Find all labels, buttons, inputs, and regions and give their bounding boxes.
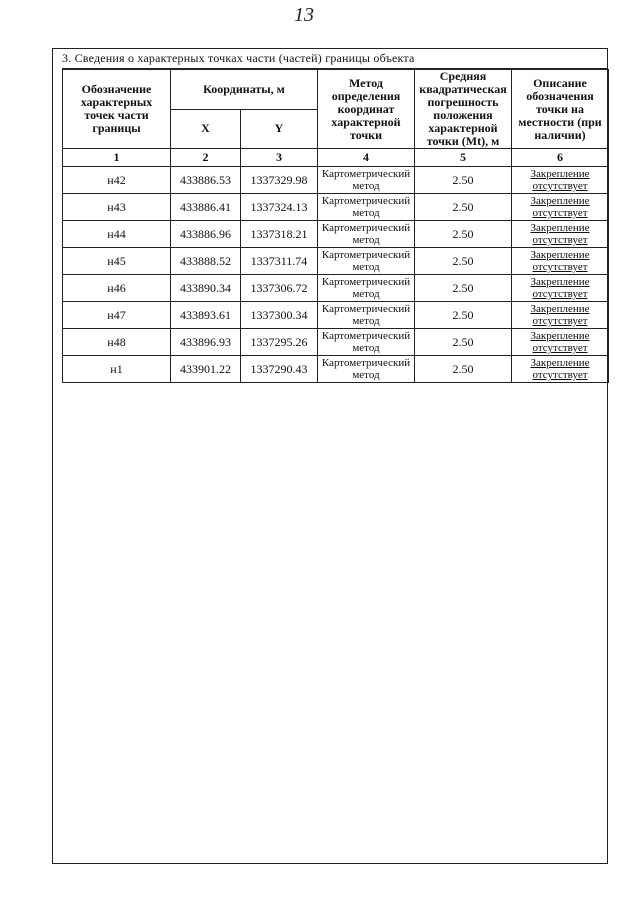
coord-y: 1337329.98 [241,167,318,194]
error-value: 2.50 [415,194,512,221]
method: Картометрический метод [318,248,415,275]
point-name: н46 [63,275,171,302]
column-number: 1 [63,149,171,167]
table-row [63,167,609,194]
coord-x: 433901.22 [171,356,241,383]
point-name: н45 [63,248,171,275]
coord-y: 1337318.21 [241,221,318,248]
error-value: 2.50 [415,248,512,275]
method: Картометрический метод [318,356,415,383]
header-coordinates: Координаты, м [171,70,318,110]
coord-x: 433896.93 [171,329,241,356]
method: Картометрический метод [318,329,415,356]
coord-y: 1337300.34 [241,302,318,329]
method: Картометрический метод [318,221,415,248]
coord-y: 1337311.74 [241,248,318,275]
column-number: 6 [512,149,609,167]
page-number: 13 [294,4,314,26]
description: Закрепление отсутствует [512,221,609,248]
description: Закрепление отсутствует [512,194,609,221]
point-name: н44 [63,221,171,248]
column-number: 2 [171,149,241,167]
table-row [63,302,609,329]
method: Картометрический метод [318,167,415,194]
header-x: X [171,109,241,149]
coord-y: 1337306.72 [241,275,318,302]
error-value: 2.50 [415,167,512,194]
column-number: 3 [241,149,318,167]
error-value: 2.50 [415,329,512,356]
coord-y: 1337324.13 [241,194,318,221]
header-method: Метод определения координат характерной точки [318,70,415,149]
error-value: 2.50 [415,302,512,329]
table-row [63,329,609,356]
point-name: н42 [63,167,171,194]
coord-y: 1337290.43 [241,356,318,383]
description: Закрепление отсутствует [512,167,609,194]
error-value: 2.50 [415,275,512,302]
point-name: н47 [63,302,171,329]
header-point: Обозначение характерных точек части границы [63,70,171,149]
description: Закрепление отсутствует [512,329,609,356]
coord-y: 1337295.26 [241,329,318,356]
error-value: 2.50 [415,221,512,248]
point-name: н48 [63,329,171,356]
table-row [63,248,609,275]
header-y: Y [241,109,318,149]
table-row [63,194,609,221]
method: Картометрический метод [318,302,415,329]
error-value: 2.50 [415,356,512,383]
point-name: н43 [63,194,171,221]
coord-x: 433890.34 [171,275,241,302]
coord-x: 433886.96 [171,221,241,248]
section-title: 3. Сведения о характерных точках части (частей) границы объекта [62,51,415,65]
description: Закрепление отсутствует [512,275,609,302]
header-error: Средняя квадратическая погрешность положения характерной точки (Mt), м [415,70,512,149]
method: Картометрический метод [318,275,415,302]
description: Закрепление отсутствует [512,248,609,275]
description: Закрепление отсутствует [512,302,609,329]
coord-x: 433886.41 [171,194,241,221]
table-row [63,221,609,248]
coord-x: 433888.52 [171,248,241,275]
column-number: 5 [415,149,512,167]
coord-x: 433893.61 [171,302,241,329]
table-row [63,356,609,383]
coord-x: 433886.53 [171,167,241,194]
point-name: н1 [63,356,171,383]
description: Закрепление отсутствует [512,356,609,383]
boundary-points-table [62,69,609,383]
header-description: Описание обозначения точки на местности (при наличии) [512,70,609,149]
method: Картометрический метод [318,194,415,221]
table-row [63,275,609,302]
column-number: 4 [318,149,415,167]
